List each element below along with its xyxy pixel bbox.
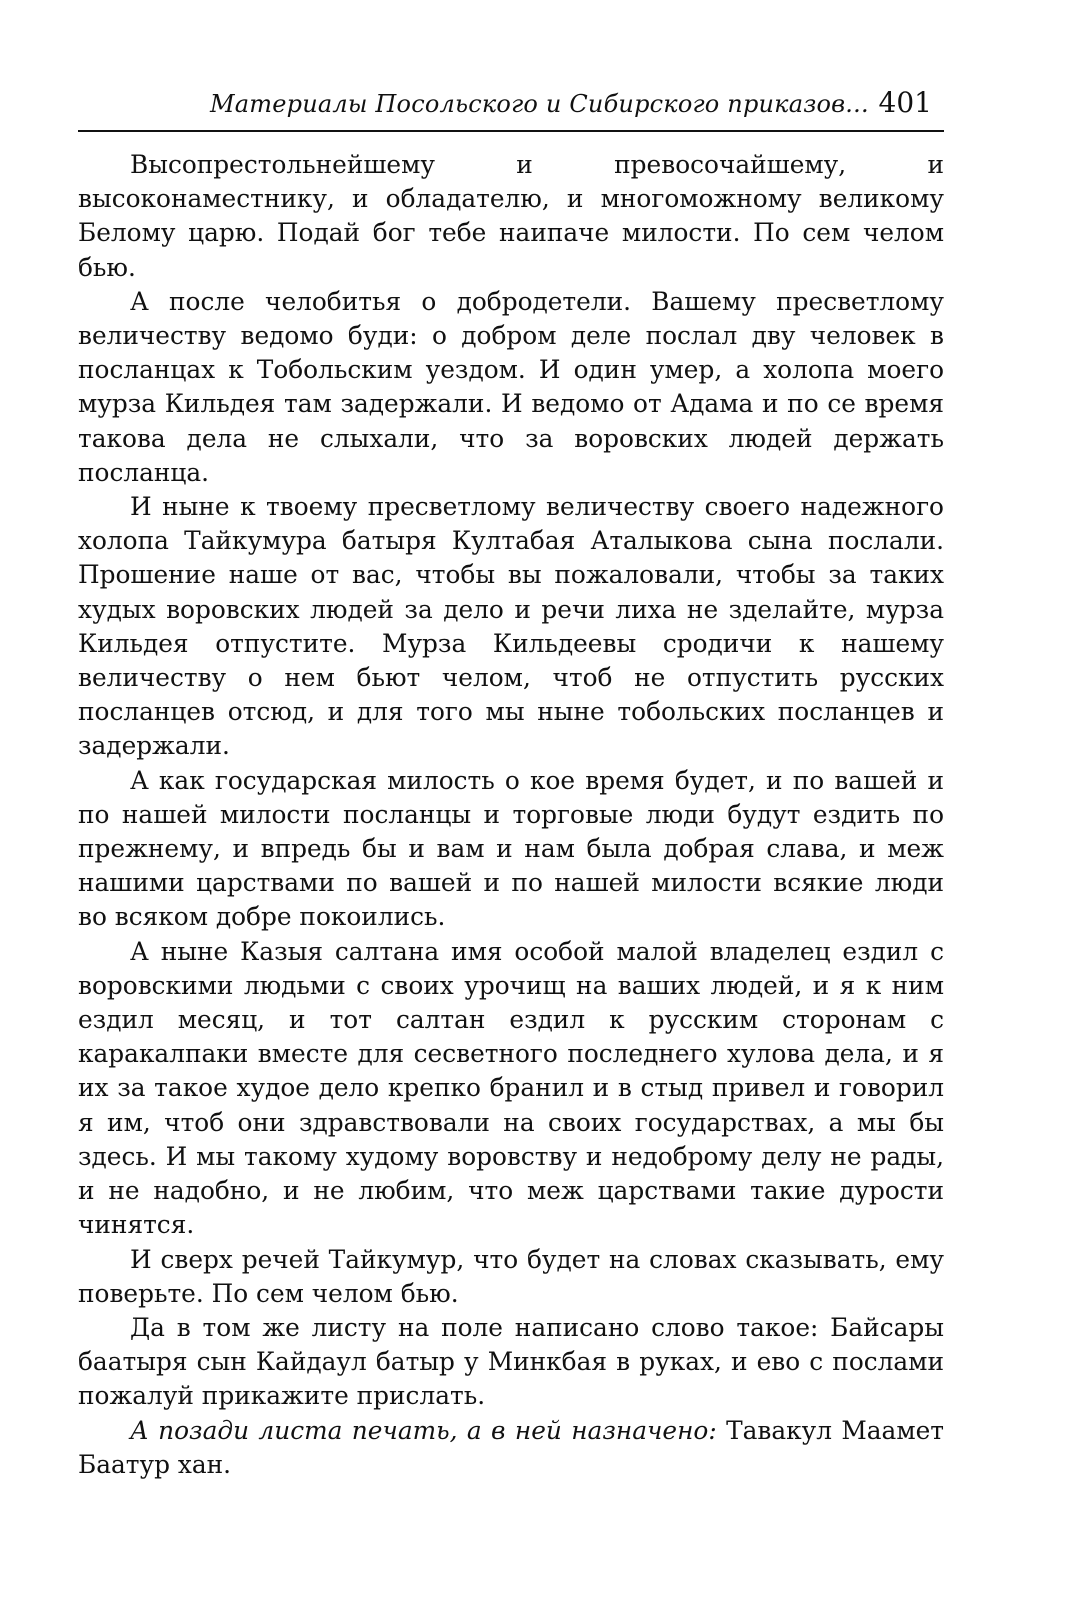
paragraph-4: А как государская милость о кое время будет, и по вашей и по нашей милости посланцы и торговые люди будут ездить по прежнему, и впредь бы и вам и нам была добрая слава, и меж нашими царствами по вашей и по нашей милости всякие люди во всяком добре покоились. xyxy=(78,765,944,932)
paragraph-6: И сверх речей Тайкумур, что будет на словах сказывать, ему поверьте. По сем челом бью. xyxy=(78,1244,944,1308)
page-number: 401 xyxy=(878,86,932,119)
body-text xyxy=(78,148,944,1482)
paragraph-7: Да в том же листу на поле написано слово такое: Байсары баатыря сын Кайдаул батыр у Минкбая в руках, и ево с послами пожалуй прикажите прислать. xyxy=(78,1312,944,1411)
paragraph-2: А после челобитья о добродетели. Вашему пресветлому величеству ведомо буди: о добром деле послал дву человек в посланцах к Тобольским уездом. И один умер, а холопа моего мурза Кильдея там задержали. И ведомо от Адама и по се время такова дела не слыхали, что за воровских людей держать посланца. xyxy=(78,286,944,487)
paragraph-3: И ныне к твоему пресветлому величеству своего надежного холопа Тайкумура батыря Култабая Аталыкова сына послали. Прошение наше от вас, чтобы вы пожаловали, чтобы за таких худых воровских людей за дело и речи лиха не зделайте, мурза Кильдея отпустите. Мурза Кильдеевы сродичи к нашему величеству о нем бьют челом, чтоб не отпустить русских посланцев отсюд, и для того мы ныне тобольских посланцев и задержали. xyxy=(78,492,944,761)
running-header xyxy=(78,86,944,132)
closing-text: Тавакул Маамет Баатур хан. xyxy=(78,1415,945,1479)
running-title: Материалы Посольского и Сибирского приказов... xyxy=(210,90,869,118)
paragraph-1: Высопрестольнейшему и превосочайшему, и высоконаместнику, и обладателю, и многоможному великому Белому царю. Подай бог тебе наипаче милости. По сем челом бью. xyxy=(78,150,944,282)
closing-paragraph xyxy=(78,1414,944,1482)
paragraph-5: А ныне Казыя салтана имя особой малой владелец ездил с воровскими людьми с своих урочищ на ваших людей, и я к ним ездил месяц, и тот салтан ездил к русским сторонам с каракалпаки вместе для сесветного последнего хулова дела, и я их за такое худое дело крепко бранил и в стыд привел и говорил я им, чтоб они здравствовали на своих государствах, а мы бы здесь. И мы такому худому воровству и недоброму делу не рады, и не надобно, и не любим, что меж царствами такие дурости чинятся. xyxy=(78,936,944,1240)
closing-italic-lead: А позади листа печать, а в ней назначено: xyxy=(130,1415,717,1445)
